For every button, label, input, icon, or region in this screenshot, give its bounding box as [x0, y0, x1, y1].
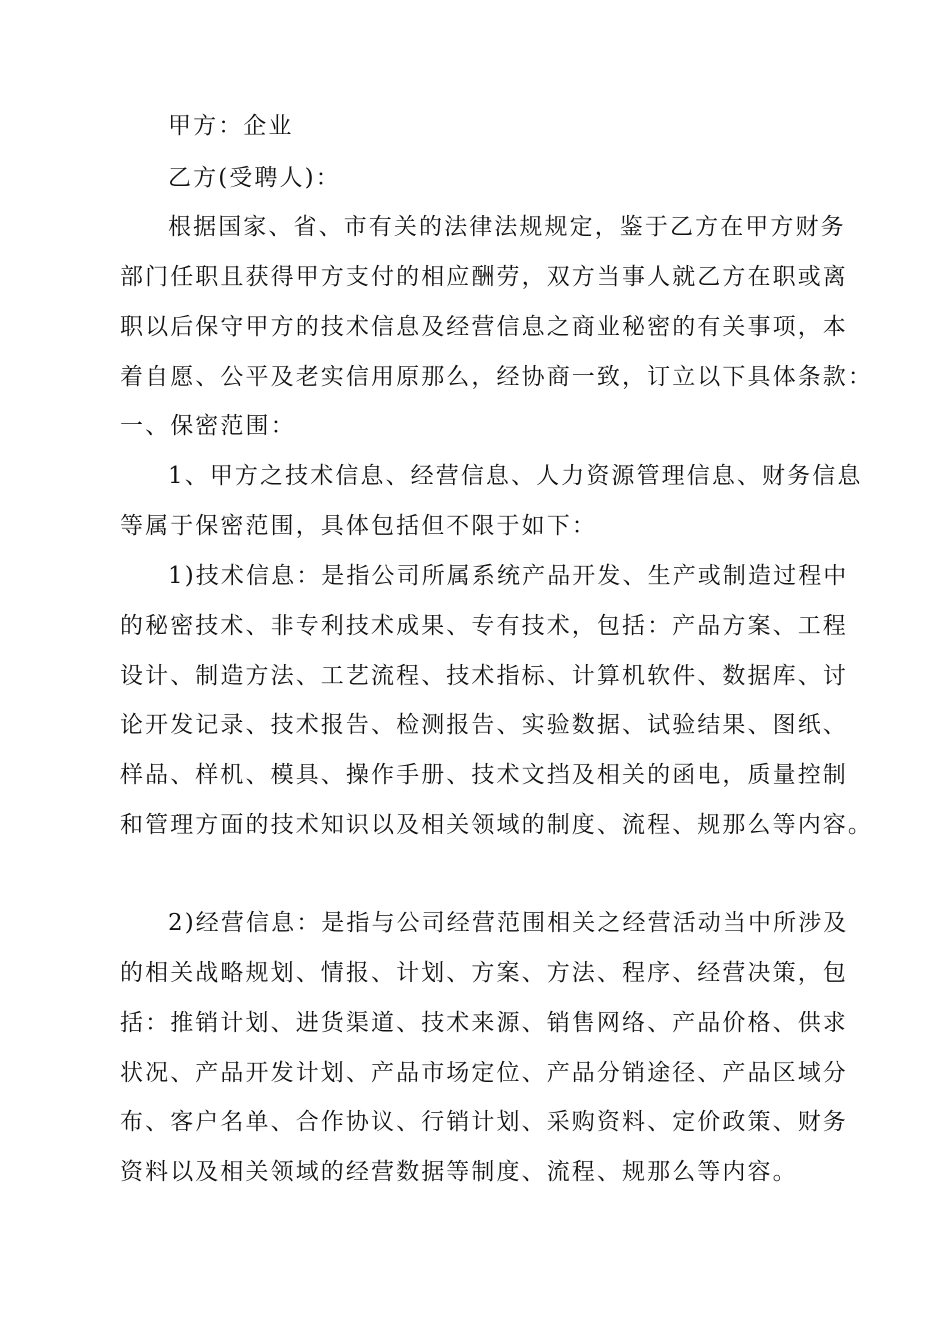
party-a-line: 甲方：企业 — [168, 113, 294, 139]
tech-info-line-6: 和管理方面的技术知识以及相关领域的制度、流程、规那么等内容。 — [120, 812, 873, 838]
tech-info-line-5: 样品、样机、模具、操作手册、技术文挡及相关的函电，质量控制 — [120, 762, 848, 788]
clause-1-line-1: 1、甲方之技术信息、经营信息、人力资源管理信息、财务信息 — [168, 463, 863, 489]
section-heading: 一、保密范围： — [120, 413, 296, 439]
preamble-line-4: 着自愿、公平及老实信用原那么，经协商一致，订立以下具体条款： — [120, 364, 873, 390]
clause-1-line-2: 等属于保密范围，具体包括但不限于如下： — [120, 513, 597, 539]
business-info-line-5: 布、客户名单、合作协议、行销计划、采购资料、定价政策、财务 — [120, 1109, 848, 1135]
tech-info-line-1: 1)技术信息：是指公司所属系统产品开发、生产或制造过程中 — [168, 563, 849, 589]
tech-info-line-4: 论开发记录、技术报告、检测报告、实验数据、试验结果、图纸、 — [120, 712, 848, 738]
tech-info-line-3: 设计、制造方法、工艺流程、技术指标、计算机软件、数据库、讨 — [120, 663, 848, 689]
party-b-line: 乙方(受聘人)： — [168, 165, 341, 191]
preamble-line-1: 根据国家、省、市有关的法律法规规定，鉴于乙方在甲方财务 — [168, 214, 846, 240]
business-info-line-3: 括：推销计划、进货渠道、技术来源、销售网络、产品价格、供求 — [120, 1010, 848, 1036]
business-info-line-1: 2)经营信息：是指与公司经营范围相关之经营活动当中所涉及 — [168, 910, 849, 936]
tech-info-line-2: 的秘密技术、非专利技术成果、专有技术，包括：产品方案、工程 — [120, 613, 848, 639]
business-info-line-4: 状况、产品开发计划、产品市场定位、产品分销途径、产品区域分 — [120, 1060, 848, 1086]
preamble-line-3: 职以后保守甲方的技术信息及经营信息之商业秘密的有关事项，本 — [120, 314, 848, 340]
business-info-line-6: 资料以及相关领域的经营数据等制度、流程、规那么等内容。 — [120, 1159, 798, 1185]
preamble-line-2: 部门任职且获得甲方支付的相应酬劳，双方当事人就乙方在职或离 — [120, 264, 848, 290]
business-info-line-2: 的相关战略规划、情报、计划、方案、方法、程序、经营决策，包 — [120, 960, 848, 986]
